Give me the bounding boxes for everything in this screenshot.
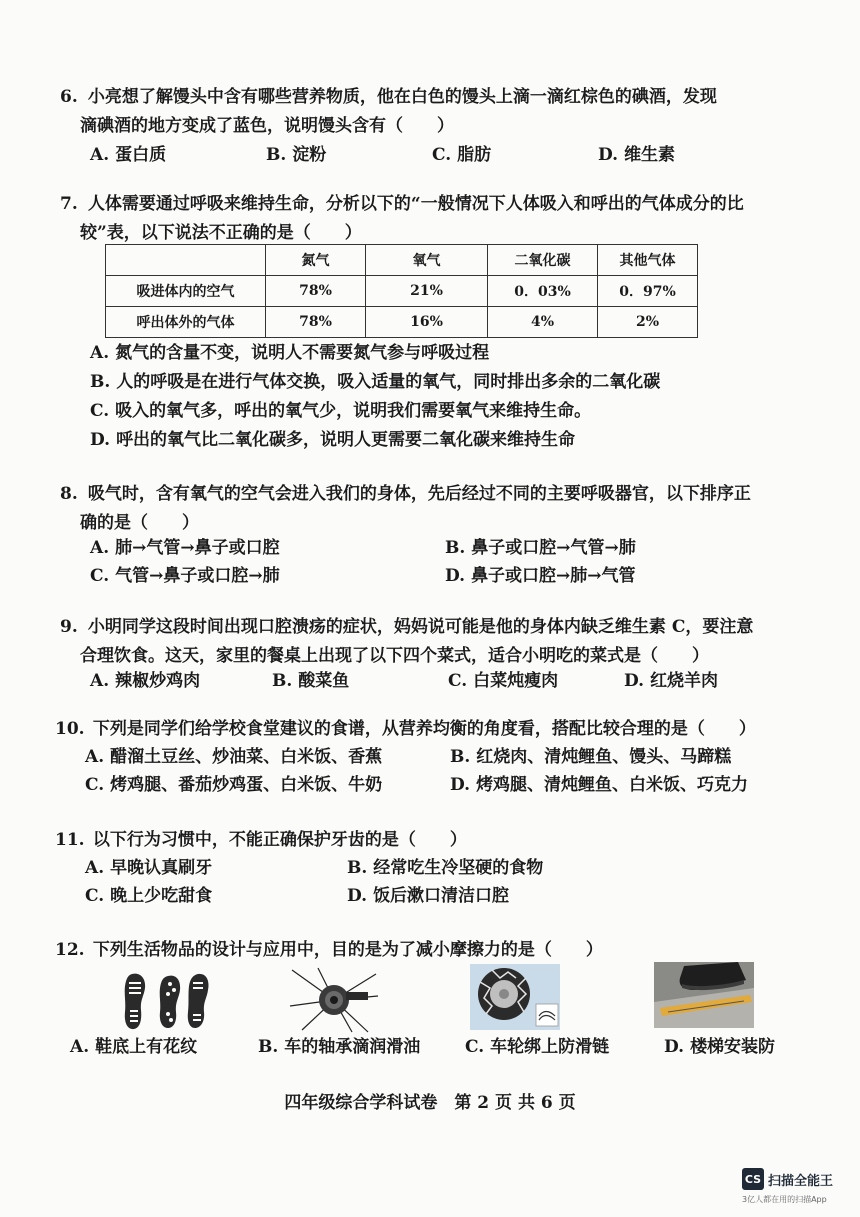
option-a[interactable]: A. 鞋底上有花纹 [70, 1037, 198, 1057]
question-9 [60, 613, 820, 671]
question-number: 10. [55, 719, 85, 739]
table-cell: 78% [266, 276, 366, 307]
option-d[interactable]: D. 维生素 [598, 145, 676, 165]
question-number: 7. [60, 194, 78, 214]
option-a[interactable]: A. 氮气的含量不变，说明人不需要氮气参与呼吸过程 [90, 343, 490, 363]
table-cell: 0．03% [488, 276, 598, 307]
question-7 [60, 190, 820, 248]
question-stem-line2: 确的是（ ） [80, 513, 199, 533]
gas-composition-table [105, 244, 698, 338]
question-stem-line1: 小亮想了解馒头中含有哪些营养物质，他在白色的馒头上滴一滴红棕色的碘酒，发现 [87, 87, 717, 107]
question-number: 6. [60, 87, 78, 107]
option-c[interactable]: C. 车轮绑上防滑链 [465, 1037, 610, 1057]
brand-tagline: 3亿人都在用的扫描App [742, 1195, 827, 1204]
question-12 [55, 936, 815, 965]
question-stem-line1: 以下行为习惯中，不能正确保护牙齿的是（ ） [92, 830, 467, 850]
table-row [106, 276, 698, 307]
question-stem-line2: 滴碘酒的地方变成了蓝色，说明馒头含有（ ） [80, 116, 454, 136]
table-row-label: 吸进体内的空气 [106, 276, 266, 307]
option-a[interactable]: A. 早晚认真刷牙 [85, 858, 213, 878]
table-cell: 0．97% [598, 276, 698, 307]
question-8 [60, 480, 820, 538]
option-c[interactable]: C. 吸入的氧气多，呼出的氧气少，说明我们需要氧气来维持生命。 [90, 401, 592, 421]
bicycle-bearing-image [288, 966, 380, 1034]
scanner-watermark [742, 1168, 833, 1190]
question-stem-line1: 吸气时，含有氧气的空气会进入我们的身体，先后经过不同的主要呼吸器官，以下排序正 [87, 484, 751, 504]
option-c[interactable]: C. 气管→鼻子或口腔→肺 [90, 566, 280, 586]
option-d[interactable]: D. 烤鸡腿、清炖鲤鱼、白米饭、巧克力 [450, 775, 749, 795]
option-c[interactable]: C. 烤鸡腿、番茄炒鸡蛋、白米饭、牛奶 [85, 775, 383, 795]
question-number: 8. [60, 484, 78, 504]
table-cell: 16% [366, 307, 488, 338]
option-d[interactable]: D. 红烧羊肉 [624, 671, 719, 691]
option-b[interactable]: B. 红烧肉、清炖鲤鱼、馒头、马蹄糕 [450, 747, 732, 767]
option-d[interactable]: D. 鼻子或口腔→肺→气管 [445, 566, 636, 586]
option-c[interactable]: C. 脂肪 [432, 145, 492, 165]
shoe-sole-image [118, 970, 214, 1032]
question-stem-line1: 小明同学这段时间出现口腔溃疡的症状，妈妈说可能是他的身体内缺乏维生素 C，要注意 [87, 617, 754, 637]
option-a[interactable]: A. 肺→气管→鼻子或口腔 [90, 538, 280, 558]
question-stem-line1: 下列是同学们给学校食堂建议的食谱，从营养均衡的角度看，搭配比较合理的是（ ） [92, 719, 756, 739]
option-b[interactable]: B. 酸菜鱼 [272, 671, 350, 691]
option-b[interactable]: B. 经常吃生冷坚硬的食物 [347, 858, 544, 878]
question-11 [55, 826, 815, 855]
option-a[interactable]: A. 蛋白质 [90, 145, 167, 165]
option-b[interactable]: B. 淀粉 [266, 145, 327, 165]
table-header-cell: 氮气 [266, 245, 366, 276]
option-b[interactable]: B. 鼻子或口腔→气管→肺 [445, 538, 636, 558]
question-stem-line2: 合理饮食。这天，家里的餐桌上出现了以下四个菜式，适合小明吃的菜式是（ ） [80, 646, 709, 666]
question-stem-line1: 下列生活物品的设计与应用中，目的是为了减小摩擦力的是（ ） [92, 940, 603, 960]
option-a[interactable]: A. 醋溜土豆丝、炒油菜、白米饭、香蕉 [85, 747, 383, 767]
table-cell: 78% [266, 307, 366, 338]
page-footer: 四年级综合学科试卷 第 2 页 共 6 页 [284, 1093, 576, 1113]
stair-antislip-image [654, 962, 754, 1028]
table-cell: 21% [366, 276, 488, 307]
option-b[interactable]: B. 车的轴承滴润滑油 [258, 1037, 421, 1057]
option-d[interactable]: D. 呼出的氧气比二氧化碳多，说明人更需要二氧化碳来维持生命 [90, 430, 576, 450]
table-row-label: 呼出体外的气体 [106, 307, 266, 338]
table-cell [106, 245, 266, 276]
question-stem-line2: 较”表，以下说法不正确的是（ ） [80, 223, 362, 243]
option-c[interactable]: C. 白菜炖瘦肉 [448, 671, 559, 691]
table-header-cell: 其他气体 [598, 245, 698, 276]
camscanner-logo-icon: CS [742, 1168, 764, 1190]
question-stem-line1: 人体需要通过呼吸来维持生命，分析以下的“一般情况下人体吸入和呼出的气体成分的比 [87, 194, 744, 214]
table-row [106, 307, 698, 338]
question-number: 9. [60, 617, 78, 637]
question-10 [55, 715, 815, 744]
question-number: 11. [55, 830, 85, 850]
option-a[interactable]: A. 辣椒炒鸡肉 [90, 671, 201, 691]
brand-name: 扫描全能王 [768, 1173, 834, 1189]
table-header-cell: 二氧化碳 [488, 245, 598, 276]
option-b[interactable]: B. 人的呼吸是在进行气体交换，吸入适量的氧气，同时排出多余的二氧化碳 [90, 372, 661, 392]
option-d[interactable]: D. 楼梯安装防 [664, 1037, 776, 1057]
option-d[interactable]: D. 饭后漱口清洁口腔 [347, 886, 510, 906]
option-c[interactable]: C. 晚上少吃甜食 [85, 886, 213, 906]
snow-chain-tire-image [470, 964, 560, 1030]
table-cell: 2% [598, 307, 698, 338]
table-cell: 4% [488, 307, 598, 338]
table-header-cell: 氧气 [366, 245, 488, 276]
question-number: 12. [55, 940, 85, 960]
table-header-row [106, 245, 698, 276]
question-6 [60, 83, 820, 141]
